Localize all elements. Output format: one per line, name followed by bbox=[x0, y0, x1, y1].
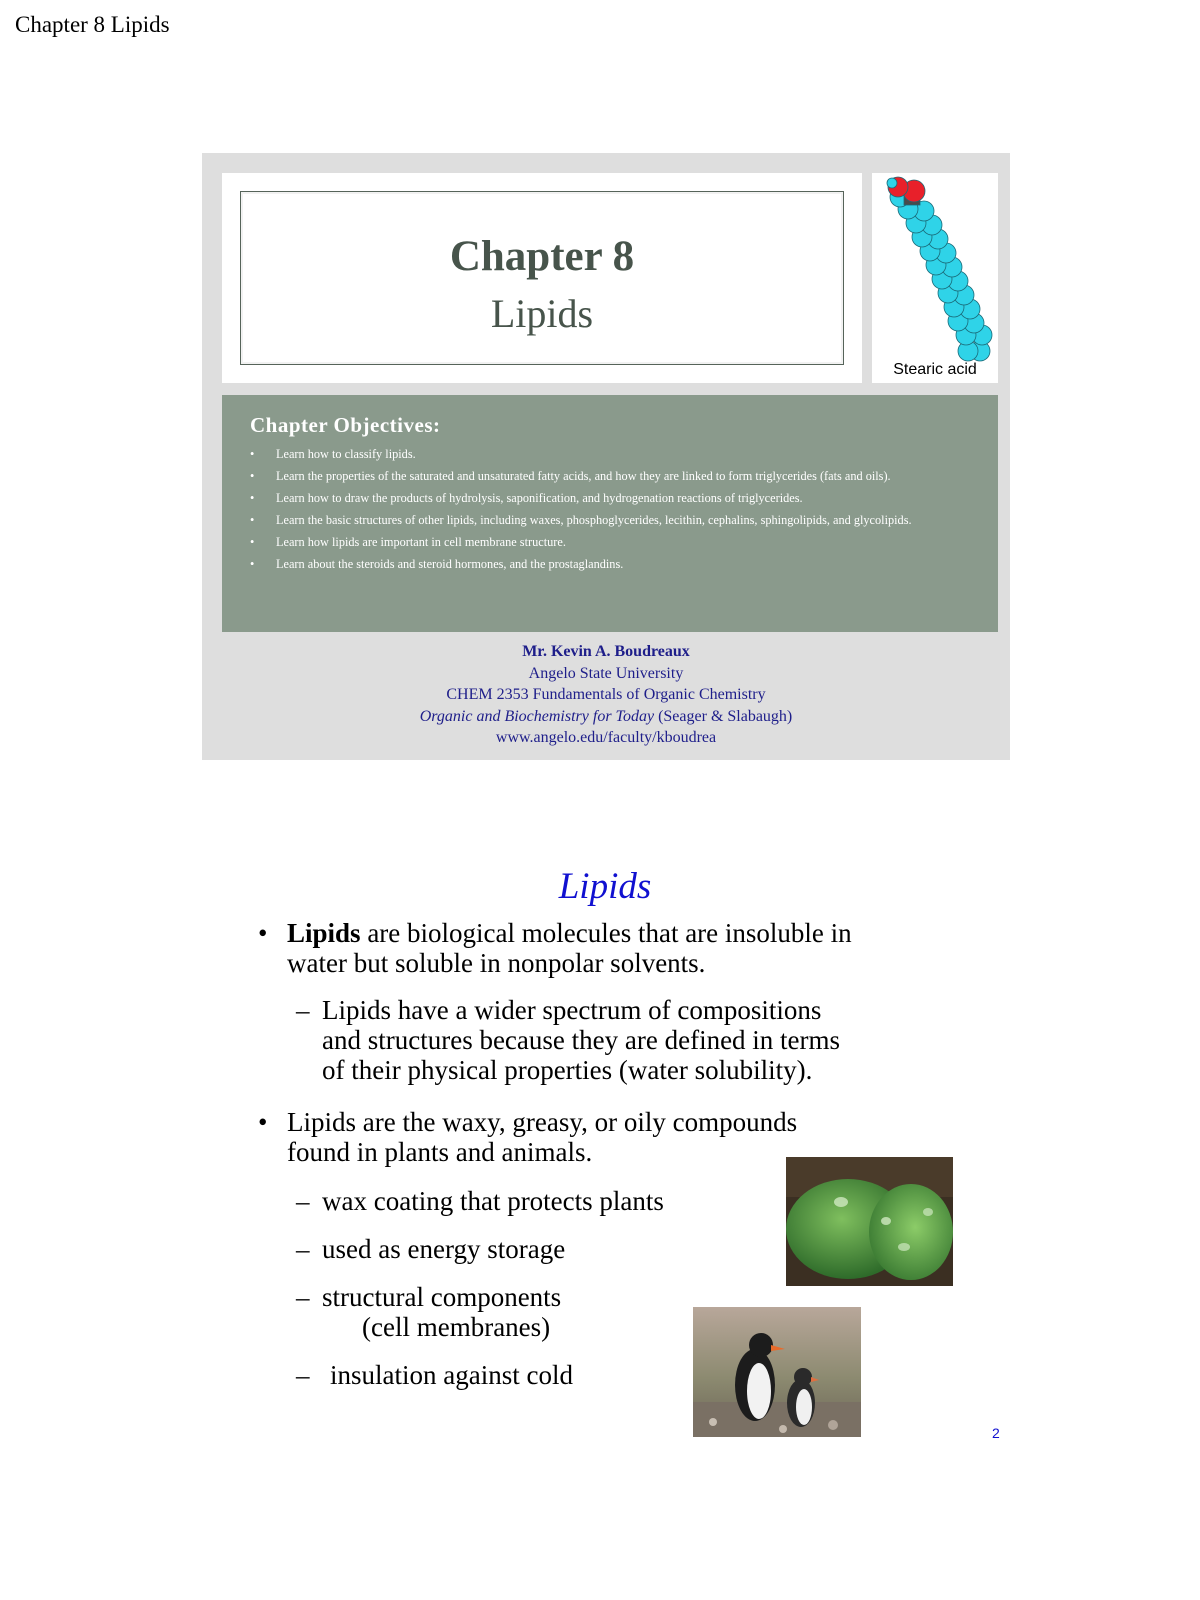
title-slide bbox=[202, 153, 1010, 760]
bullet-icon: • bbox=[250, 447, 255, 461]
bullet-text: Lipids are the waxy, greasy, or oily compounds bbox=[287, 1107, 798, 1137]
list-item: • Learn how to draw the products of hydrolysis, saponification, and hydrogenation reactions of triglycerides. bbox=[250, 491, 803, 505]
title-box bbox=[240, 191, 844, 365]
list-item: • Learn about the steroids and steroid hormones, and the prostaglandins. bbox=[250, 557, 624, 571]
bullet-text: Lipids are biological molecules that are insoluble in bbox=[287, 918, 852, 948]
bullet-icon: • bbox=[250, 535, 255, 549]
sub-bullet-text: (cell membranes) bbox=[362, 1312, 551, 1342]
objectives-list bbox=[250, 445, 950, 577]
slide-number: 2 bbox=[992, 1425, 1000, 1441]
list-item: • Learn the properties of the saturated and unsaturated fatty acids, and how they are linked to form triglycerides (fats and oils). bbox=[250, 469, 891, 483]
objectives-heading: Chapter Objectives: bbox=[250, 413, 441, 437]
penguins-image bbox=[693, 1307, 861, 1437]
bullet-text: water but soluble in nonpolar solvents. bbox=[287, 948, 706, 978]
dash-icon: – bbox=[296, 1360, 310, 1390]
slide-title: Lipids bbox=[558, 866, 652, 907]
textbook-authors: (Seager & Slabaugh) bbox=[654, 707, 793, 725]
bullet-icon: • bbox=[258, 1107, 268, 1137]
list-item: • Learn how lipids are important in cell membrane structure. bbox=[250, 535, 566, 549]
slide-title-topic: Lipids bbox=[490, 291, 594, 336]
dash-icon: – bbox=[296, 995, 310, 1025]
title-panel bbox=[222, 173, 862, 383]
author-name: Mr. Kevin A. Boudreaux bbox=[522, 643, 690, 660]
sub-bullet-text: Lipids have a wider spectrum of compositions bbox=[322, 995, 822, 1025]
bullet-icon: • bbox=[258, 918, 268, 948]
website-link[interactable]: www.angelo.edu/faculty/kboudrea bbox=[495, 729, 717, 746]
chapter-objectives-panel bbox=[222, 395, 998, 632]
institution: Angelo State University bbox=[528, 664, 684, 682]
list-item: • Learn the basic structures of other lipids, including waxes, phosphoglycerides, lecithin, cephalins, sphingolipids, and glycolipids. bbox=[250, 513, 912, 527]
bullet-icon: • bbox=[250, 491, 255, 505]
sub-bullet-text: structural components bbox=[322, 1282, 562, 1312]
term-lipids: Lipids bbox=[287, 918, 361, 948]
author-credits bbox=[202, 641, 1010, 749]
dash-icon: – bbox=[296, 1186, 310, 1216]
list-item: • Learn how to classify lipids. bbox=[250, 447, 416, 461]
sub-bullet-text: of their physical properties (water solubility). bbox=[322, 1055, 813, 1085]
sub-bullet-text: and structures because they are defined in terms bbox=[322, 1025, 841, 1055]
slide-title-chapter: Chapter 8 bbox=[449, 233, 635, 280]
textbook-title: Organic and Biochemistry for Today bbox=[419, 707, 655, 725]
sub-bullet-text: wax coating that protects plants bbox=[322, 1186, 664, 1216]
bullet-icon: • bbox=[250, 469, 255, 483]
dash-icon: – bbox=[296, 1282, 310, 1312]
leaf-water-drops-image bbox=[786, 1157, 953, 1286]
sub-bullet-text: used as energy storage bbox=[322, 1234, 566, 1264]
bullet-text: found in plants and animals. bbox=[287, 1137, 593, 1167]
textbook bbox=[202, 706, 1010, 728]
sub-bullet-text: insulation against cold bbox=[330, 1360, 573, 1390]
course-name: CHEM 2353 Fundamentals of Organic Chemistry bbox=[446, 686, 766, 703]
dash-icon: – bbox=[296, 1234, 310, 1264]
bullet-icon: • bbox=[250, 557, 255, 571]
bullet-icon: • bbox=[250, 513, 255, 527]
stearic-acid-figure bbox=[872, 173, 998, 383]
molecule-label: Stearic acid bbox=[893, 361, 977, 378]
stearic-acid-molecule-image bbox=[872, 173, 998, 363]
page-header: Chapter 8 Lipids bbox=[15, 12, 170, 37]
